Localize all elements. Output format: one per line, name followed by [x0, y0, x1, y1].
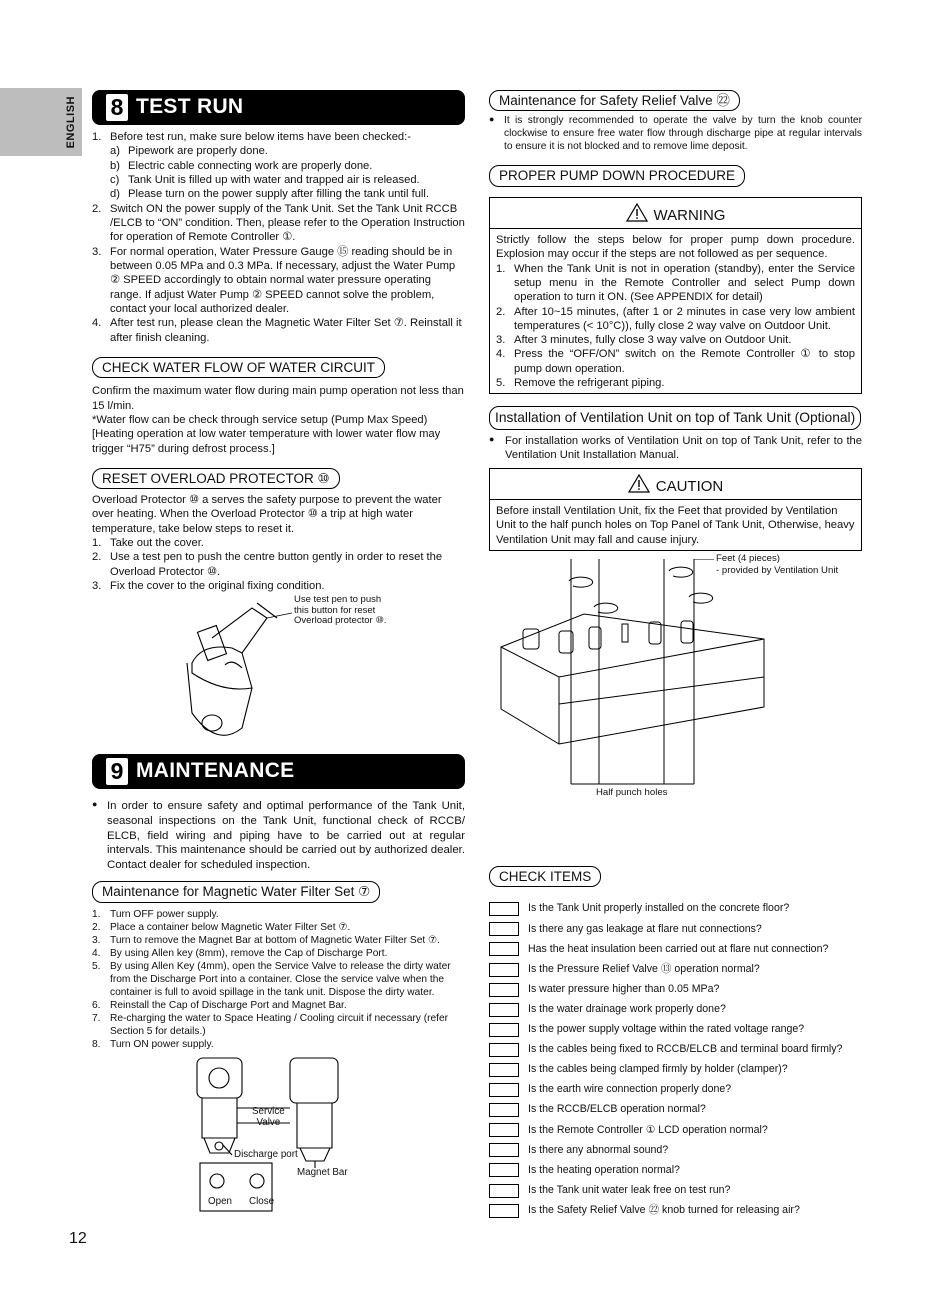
checkbox[interactable]: [489, 1123, 519, 1137]
check-item-text: Has the heat insulation been carried out at flare nut connection?: [528, 942, 829, 955]
filter-maintenance-heading: [92, 881, 465, 902]
sub-item-letter: a): [110, 145, 120, 158]
caution-box: [489, 468, 862, 551]
check-item-text: Is the power supply voltage within the rated voltage range?: [528, 1023, 805, 1036]
check-item-text: Is the Safety Relief Valve ㉒ knob turned for releasing air?: [528, 1203, 800, 1216]
item-number: 6.: [92, 999, 101, 1011]
subsection-title: Maintenance for Safety Relief Valve ㉒: [489, 90, 740, 111]
item-number: 4.: [496, 348, 506, 361]
check-item-row: [489, 899, 862, 919]
item-number: 3.: [92, 934, 101, 946]
item-text: After 10~15 minutes, (after 1 or 2 minutes in case very low ambient temperatures (< 10°C)), fully close 2 way valve on Outdoor Unit.: [514, 305, 855, 332]
check-water-flow-heading: [92, 357, 465, 378]
overload-note-1: Use test pen to push: [294, 594, 382, 606]
list-item: [496, 347, 855, 376]
item-number: 1.: [92, 908, 101, 920]
item-text: Turn ON power supply.: [110, 1039, 214, 1051]
checkbox[interactable]: [489, 922, 519, 936]
sub-list: [110, 144, 465, 201]
list-item: [92, 202, 465, 245]
check-item-text: Is the earth wire connection properly done?: [528, 1083, 732, 1096]
check-items-heading: [489, 866, 862, 887]
item-number: 3.: [496, 334, 506, 347]
list-item: [92, 934, 465, 947]
feet-label-1: Feet (4 pieces): [716, 552, 780, 564]
filter-figure: [92, 1053, 465, 1213]
check-item-row: [489, 1181, 862, 1201]
item-number: 2.: [92, 202, 102, 215]
item-number: 8.: [92, 1039, 101, 1051]
list-item: [92, 245, 465, 317]
sub-list-item: [110, 159, 465, 173]
check-item-row: [489, 960, 862, 980]
feet-label-2: - provided by Ventilation Unit: [716, 565, 839, 577]
item-number: 2.: [92, 551, 102, 564]
sub-item-text: Electric cable connecting work are properly done.: [128, 159, 373, 172]
item-text: Take out the cover.: [110, 537, 204, 550]
check-item-row: [489, 1201, 862, 1221]
ventilation-text: ● For installation works of Ventilation Unit on top of Tank Unit, refer to the Ventilation Unit Installation Manual.: [489, 434, 862, 463]
list-item: [92, 316, 465, 345]
list-item: [92, 1012, 465, 1038]
check-item-row: [489, 1080, 862, 1100]
item-text: By using Allen key (8mm), remove the Cap of Discharge Port.: [110, 947, 388, 959]
item-number: 2.: [496, 305, 506, 318]
list-item: [496, 262, 855, 305]
overload-protector-illustration: [92, 593, 465, 743]
subsection-title: PROPER PUMP DOWN PROCEDURE: [489, 165, 745, 186]
subsection-title: Installation of Ventilation Unit on top of Tank Unit (Optional): [489, 406, 861, 430]
maintenance-header: [92, 754, 465, 789]
item-text: Remove the refrigerant piping.: [514, 377, 665, 390]
list-item: [92, 536, 465, 550]
item-number: 7.: [92, 1013, 101, 1024]
overload-note-2: this button for reset: [294, 604, 376, 616]
right-column: [489, 90, 862, 1221]
subsection-title: CHECK ITEMS: [489, 866, 601, 887]
close-label: Close: [249, 1196, 275, 1208]
magnet-bar-label: Magnet Bar: [297, 1167, 348, 1179]
check-items-list: [489, 899, 862, 1221]
item-number: 3.: [92, 580, 102, 593]
check-item-row: [489, 939, 862, 959]
checkbox[interactable]: [489, 1023, 519, 1037]
caution-body: Before install Ventilation Unit, fix the Feet that provided by Ventilation Unit to the half punch holes on Top Panel of Tank Unit, Otherwise, heavy Ventilation Unit may fall and cause injury.: [496, 504, 855, 546]
subsection-title: CHECK WATER FLOW OF WATER CIRCUIT: [92, 357, 385, 378]
list-item: [496, 333, 855, 347]
list-item: [92, 999, 465, 1012]
item-text: After 3 minutes, fully close 3 way valve on Outdoor Unit.: [514, 334, 792, 347]
magnetic-filter-illustration: [92, 1053, 465, 1213]
check-item-row: [489, 1060, 862, 1080]
checkbox[interactable]: [489, 983, 519, 997]
relief-valve-text: ● It is strongly recommended to operate the valve by turn the knob counter clockwise to ensure free water flow through discharge pipe at regular intervals to ensure it is not blocked and to remove lime deposit.: [489, 114, 862, 153]
item-text: Before test run, make sure below items have been checked:-: [110, 131, 411, 143]
subsection-title: RESET OVERLOAD PROTECTOR ⑩: [92, 468, 340, 489]
list-item: [92, 947, 465, 960]
sub-item-letter: d): [110, 188, 120, 201]
half-punch-label: Half punch holes: [596, 786, 668, 798]
warning-body: [490, 229, 861, 394]
tank-unit-illustration: [489, 559, 862, 804]
checkbox[interactable]: [489, 1043, 519, 1057]
sub-list-item: [110, 187, 465, 201]
warning-box: [489, 197, 862, 395]
item-text: Turn to remove the Magnet Bar at bottom of Magnetic Water Filter Set ⑦.: [110, 934, 440, 946]
item-number: 4.: [92, 947, 101, 959]
list-item: [92, 1038, 465, 1051]
list-item: [92, 550, 465, 579]
check-item-row: [489, 1140, 862, 1160]
check-item-text: Is the Pressure Relief Valve ⑬ operation normal?: [528, 962, 760, 975]
check-item-row: [489, 1100, 862, 1120]
overload-steps: [92, 536, 465, 593]
list-item: [92, 579, 465, 593]
caution-heading: [490, 469, 861, 500]
check-item-text: Is there any gas leakage at flare nut connections?: [528, 922, 762, 935]
item-text: After test run, please clean the Magnetic Water Filter Set ⑦. Reinstall it after finish cleaning.: [110, 317, 462, 344]
maintenance-intro: ● In order to ensure safety and optimal performance of the Tank Unit, seasonal inspections on the Tank Unit, functional check of RCCB/ ELCB, field wiring and piping have to be carried out at regular intervals. This maintenance should be carried out by authorized dealer. Contact dealer for scheduled inspection.: [92, 799, 465, 872]
subsection-title: Maintenance for Magnetic Water Filter Set ⑦: [92, 881, 380, 902]
sub-item-text: Tank Unit is filled up with water and trapped air is released.: [128, 173, 420, 186]
list-item: [496, 376, 855, 390]
ventilation-figure: [489, 552, 862, 804]
check-item-row: [489, 919, 862, 939]
checkbox[interactable]: [489, 1083, 519, 1097]
page-number: 12: [69, 1230, 87, 1247]
discharge-port-label: Discharge port: [234, 1149, 298, 1161]
item-number: 1.: [92, 131, 102, 143]
checkbox[interactable]: [489, 1204, 519, 1218]
check-item-text: Is water pressure higher than 0.05 MPa?: [528, 982, 720, 995]
item-text: Re-charging the water to Space Heating / Cooling circuit if necessary (refer Section 5 for details.): [110, 1013, 449, 1038]
check-item-text: Is there any abnormal sound?: [528, 1143, 669, 1156]
caution-title: CAUTION: [655, 477, 724, 495]
test-run-list: [92, 130, 465, 345]
item-text: For normal operation, Water Pressure Gauge ⑮ reading should be in between 0.05 MPa and 0.3 MPa. If necessary, adjust the Water Pump ② SPEED accordingly to obtain normal water pressure operating range. If adjust Water Pump ② SPEED cannot solve the problem, contact your local authorized dealer.: [110, 245, 456, 315]
check-item-text: Is the RCCB/ELCB operation normal?: [528, 1103, 706, 1116]
item-text: Switch ON the power supply of the Tank Unit. Set the Tank Unit RCCB /ELCB to “ON” condition. Then, please refer to the Operation Instruction for operation of Remote Controller ①.: [110, 202, 465, 244]
sub-list-item: [110, 173, 465, 187]
item-number: 1.: [496, 262, 506, 275]
test-run-header: [92, 90, 465, 125]
overload-note-3: Overload protector ⑩.: [294, 615, 387, 627]
item-text: By using Allen Key (4mm), open the Service Valve to release the dirty water from the Discharge Port into a container. Close the service valve when the container is full to avoid spillage in the tank unit. Dispose the dirty water.: [110, 960, 451, 998]
list-item: [92, 130, 465, 202]
pump-down-heading: [489, 165, 862, 186]
overload-intro: Overload Protector ⑩ a serves the safety purpose to prevent the water over heating. When the Overload Protector ⑩ a trip at high water temperature, take below steps to reset it.: [92, 494, 442, 535]
sub-item-letter: c): [110, 173, 120, 186]
warning-title: WARNING: [653, 206, 726, 224]
warning-heading: [490, 198, 861, 229]
item-number: 1.: [92, 537, 102, 550]
checkbox[interactable]: [489, 1163, 519, 1177]
checkbox[interactable]: [489, 963, 519, 977]
language-tab: [0, 88, 82, 156]
check-item-text: Is the Remote Controller ① LCD operation normal?: [528, 1123, 768, 1136]
warning-icon: [626, 203, 648, 222]
check-item-text: Is the cables being clamped firmly by holder (clamper)?: [528, 1063, 788, 1076]
item-number: 5.: [92, 960, 101, 972]
item-number: 5.: [496, 377, 506, 390]
language-label: ENGLISH: [65, 96, 77, 149]
item-text: Reinstall the Cap of Discharge Port and Magnet Bar.: [110, 999, 347, 1011]
list-item: [92, 960, 465, 999]
item-number: 4.: [92, 317, 102, 330]
list-item: [92, 921, 465, 934]
sub-item-text: Pipework are properly done.: [128, 145, 268, 158]
check-item-text: Is the heating operation normal?: [528, 1163, 680, 1176]
section-number: 9: [106, 758, 128, 785]
water-flow-text-1: Confirm the maximum water flow during main pump operation not less than 15 l/min.: [92, 385, 464, 412]
item-number: 3.: [92, 245, 102, 258]
item-number: 2.: [92, 921, 101, 933]
service-valve-label-2: Valve: [256, 1116, 281, 1128]
pump-down-intro: Strictly follow the steps below for proper pump down procedure. Explosion may occur if the steps are not followed as per sequence.: [496, 233, 855, 261]
checkbox[interactable]: [489, 1143, 519, 1157]
sub-list-item: [110, 144, 465, 158]
item-text: Turn OFF power supply.: [110, 908, 219, 920]
checkbox[interactable]: [489, 1103, 519, 1117]
service-valve-label-1: Service: [252, 1106, 285, 1118]
check-item-text: Is the cables being fixed to RCCB/ELCB and terminal board firmly?: [528, 1043, 843, 1056]
check-item-row: [489, 1040, 862, 1060]
checkbox[interactable]: [489, 942, 519, 956]
water-flow-text-2: *Water flow can be check through service setup (Pump Max Speed) [Heating operation at low water temperature with lower water flow may trigger “H75” during defrost process.]: [92, 413, 441, 455]
check-item-row: [489, 1160, 862, 1180]
relief-valve-heading: [489, 90, 862, 111]
check-item-row: [489, 1120, 862, 1140]
overload-figure: [92, 593, 465, 743]
item-text: When the Tank Unit is not in operation (standby), enter the Service setup menu in the Remote Controller and select Pump down operation to turn it ON. (See APPENDIX for detail): [514, 262, 855, 304]
checkbox[interactable]: [489, 902, 519, 916]
sub-item-text: Please turn on the power supply after filling the tank until full.: [128, 188, 429, 201]
check-item-row: [489, 1000, 862, 1020]
check-item-row: [489, 1020, 862, 1040]
check-item-text: Is the water drainage work properly done?: [528, 1002, 726, 1015]
filter-steps: [92, 908, 465, 1052]
section-number: 8: [106, 94, 128, 121]
checkbox[interactable]: [489, 1003, 519, 1017]
left-column: [92, 90, 465, 1213]
reset-overload-heading: [92, 468, 465, 489]
check-item-text: Is the Tank Unit properly installed on the concrete floor?: [528, 902, 790, 915]
check-item-text: Is the Tank unit water leak free on test run?: [528, 1183, 731, 1196]
section-title: MAINTENANCE: [136, 759, 295, 783]
item-text: Place a container below Magnetic Water Filter Set ⑦.: [110, 921, 351, 933]
item-text: Use a test pen to push the centre button gently in order to reset the Overload Protector ⑩.: [110, 551, 443, 578]
section-title: TEST RUN: [136, 95, 244, 119]
open-label: Open: [208, 1196, 232, 1208]
checkbox[interactable]: [489, 1184, 519, 1198]
caution-icon: [628, 474, 650, 493]
sub-item-letter: b): [110, 159, 120, 172]
item-text: Press the “OFF/ON” switch on the Remote Controller ① to stop pump down operation.: [514, 348, 855, 375]
check-item-row: [489, 980, 862, 1000]
ventilation-heading: [489, 406, 862, 430]
pump-down-steps: [496, 262, 855, 391]
list-item: [92, 908, 465, 921]
list-item: [496, 305, 855, 334]
item-text: Fix the cover to the original fixing condition.: [110, 580, 325, 593]
checkbox[interactable]: [489, 1063, 519, 1077]
